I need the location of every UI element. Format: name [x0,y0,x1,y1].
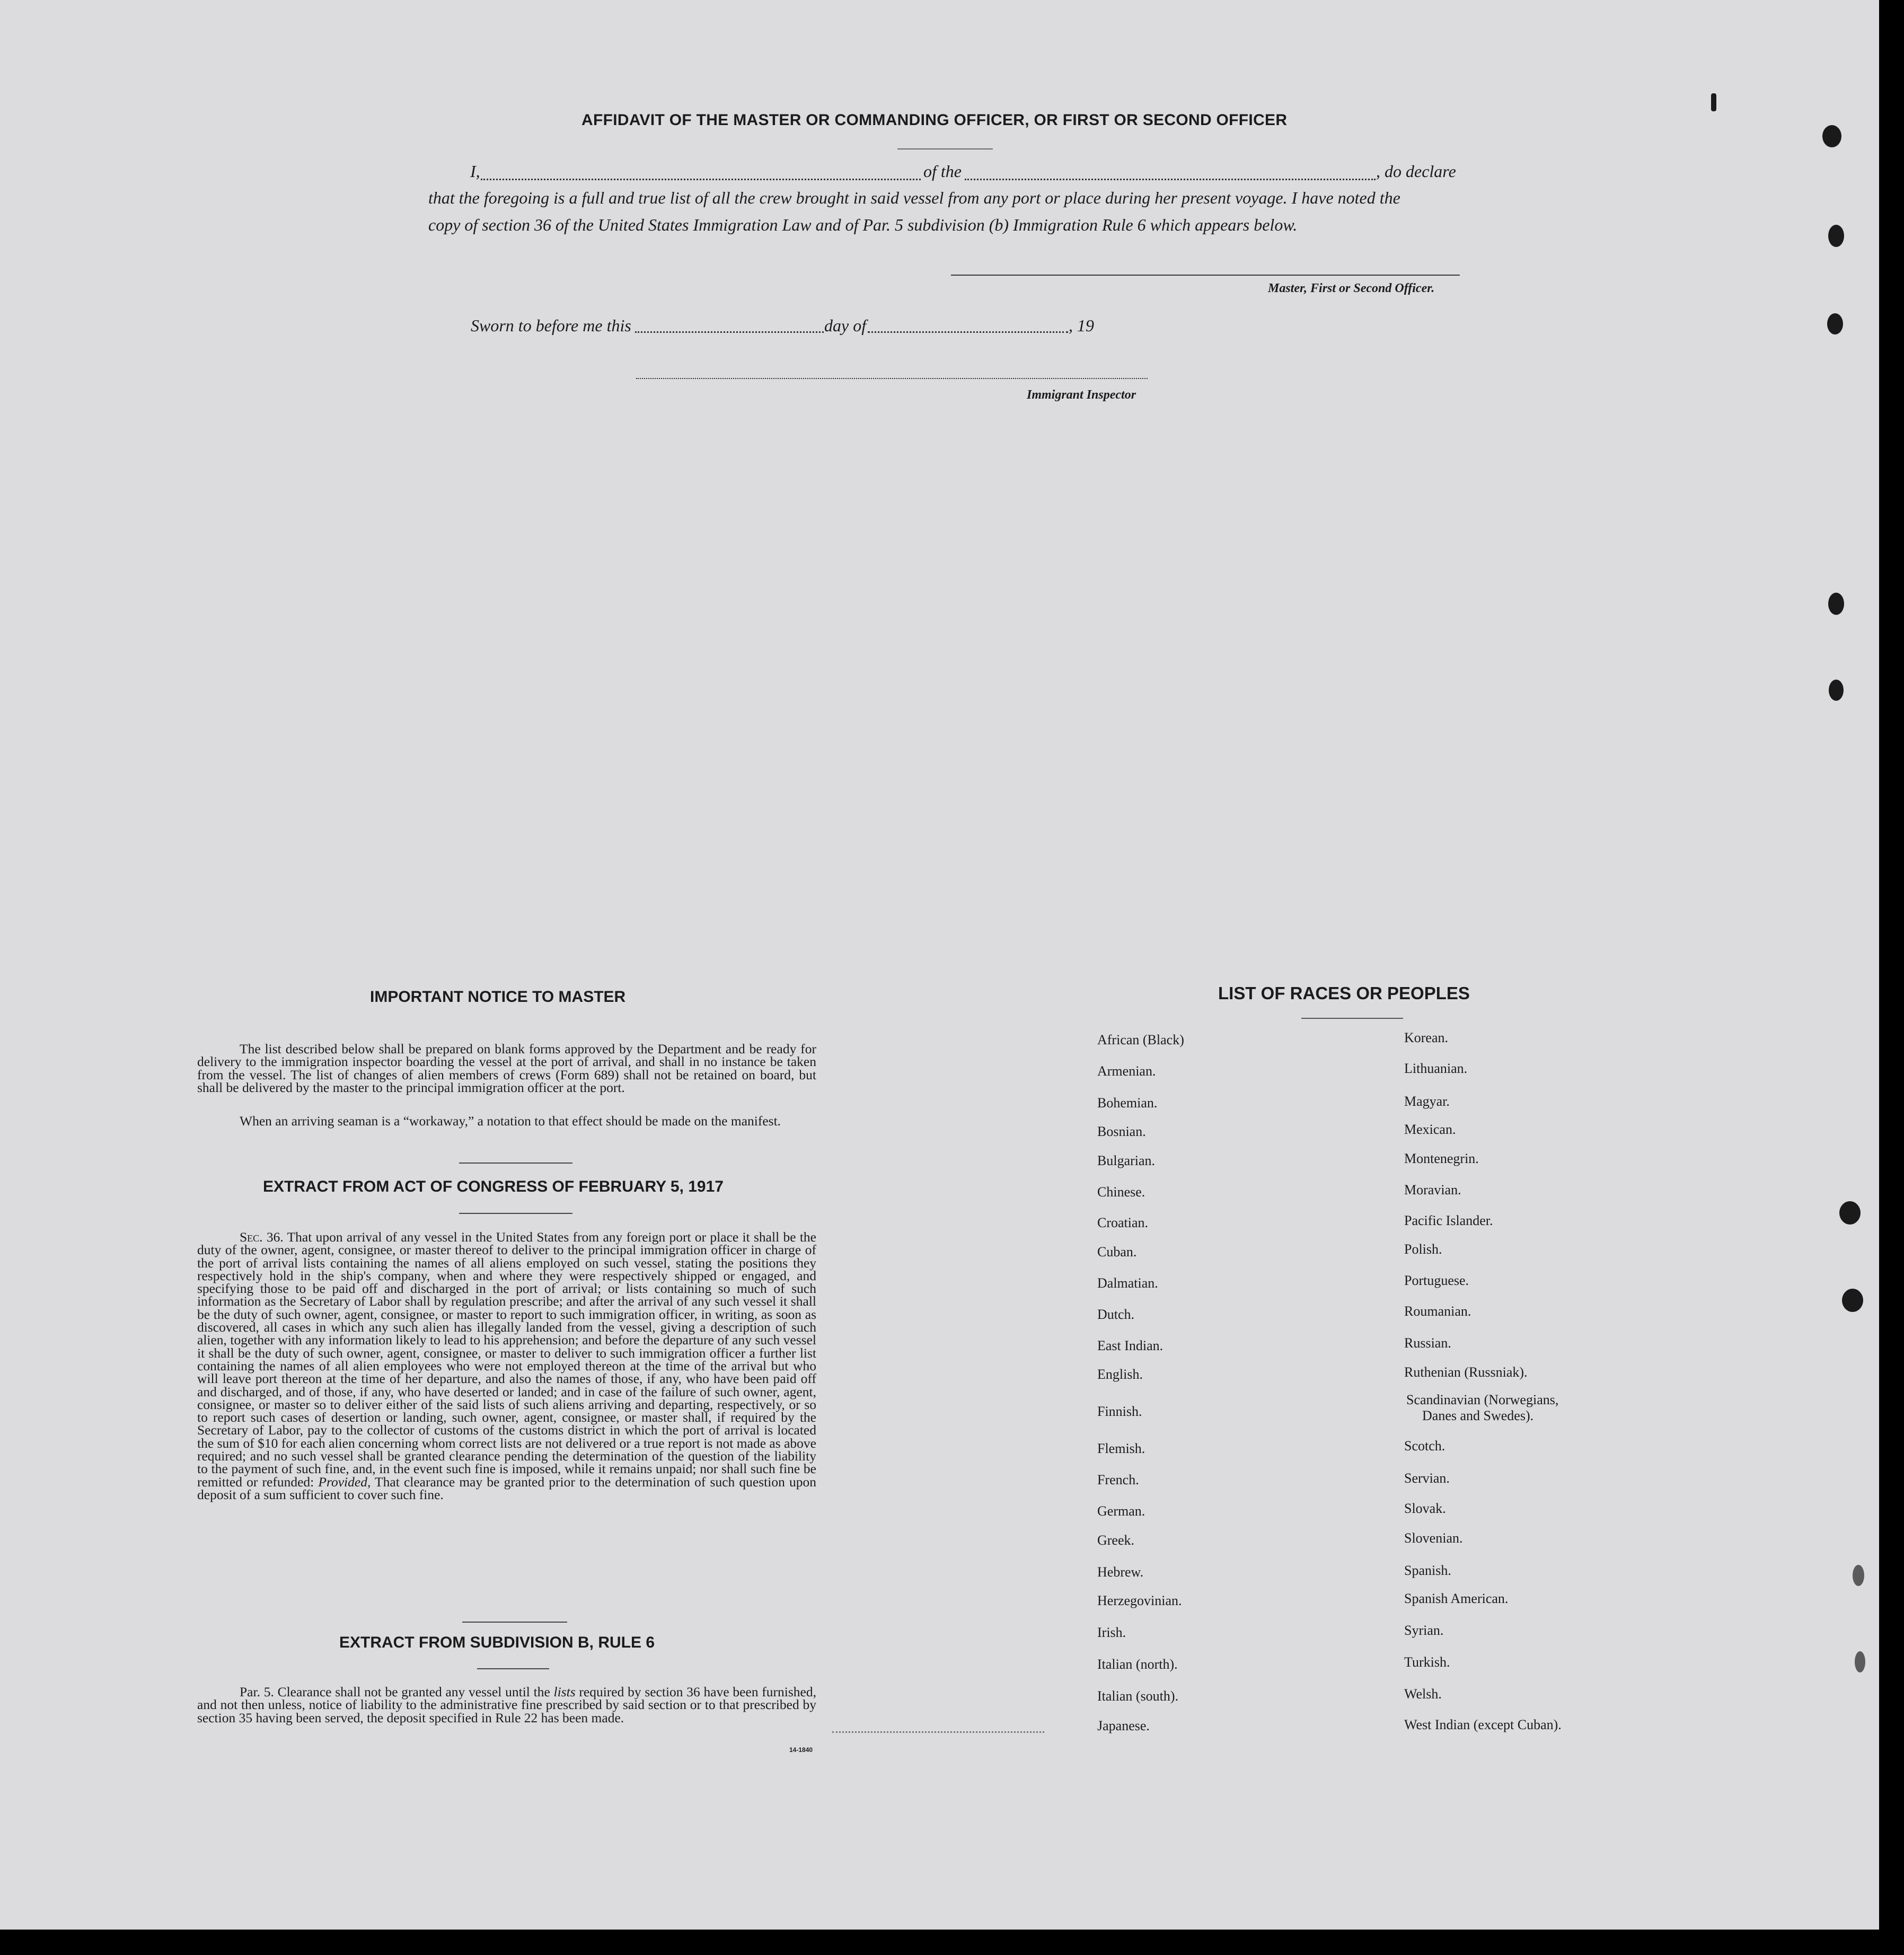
sworn-month-field [868,331,1068,333]
notice-paragraph: The list described below shall be prepared on blank forms approved by the Department and be ready for delivery to the immigration inspector boarding the vessel at the port of arrival, and shall in no instance be taken from the vessel. The list of changes of alien members of crews (Form 689) shall not be retained on board, but shall be delivered by the master to the principal immigration officer at the port. [197,1041,816,1095]
race-item: East Indian. [1097,1338,1163,1353]
race-item: Irish. [1097,1625,1126,1640]
rule-extract-title: EXTRACT FROM SUBDIVISION B, RULE 6 [339,1634,655,1651]
race-item: Pacific Islander. [1404,1213,1493,1228]
officer-signature-line [951,275,1460,276]
rule-paragraph: Par. 5. Clearance shall not be granted any vessel until the lists required by section 36 have been furnished, and not then unless, notice of liability to the administrative fine prescribed by said section or to that prescribed by section 35 having been served, the deposit specified in Rule 22 has been made. [197,1684,816,1725]
race-item: Montenegrin. [1404,1151,1479,1166]
binder-hole [1828,225,1844,247]
officer-signature-caption: Master, First or Second Officer. [1268,281,1435,295]
race-item: Armenian. [1097,1063,1156,1079]
race-item: Scandinavian (Norwegians, [1406,1392,1559,1407]
race-item: Portuguese. [1404,1273,1469,1288]
race-item: Turkish. [1404,1654,1450,1670]
binder-hole [1842,1289,1863,1312]
race-item: Japanese. [1097,1718,1150,1733]
race-item: Greek. [1097,1533,1135,1548]
section-divider [477,1668,549,1669]
race-item: Bohemian. [1097,1095,1158,1111]
race-item: Syrian. [1404,1623,1444,1638]
race-item: Flemish. [1097,1441,1145,1456]
do-declare-label: , do declare [1376,162,1456,181]
race-item: Ruthenian (Russniak). [1404,1364,1528,1380]
race-item: Slovak. [1404,1501,1446,1516]
race-item: Slovenian. [1404,1530,1463,1546]
binder-hole [1853,1565,1864,1586]
races-title: LIST OF RACES OR PEOPLES [1218,983,1470,1003]
inspector-signature-line [636,378,1148,379]
ink-mark [1711,93,1716,111]
race-item: Dutch. [1097,1307,1135,1322]
race-item: Italian (south). [1097,1688,1179,1704]
sworn-label: Sworn to before me this [471,316,631,335]
notice-title: IMPORTANT NOTICE TO MASTER [370,988,626,1006]
form-number: 14-1840 [789,1746,813,1754]
race-item: Croatian. [1097,1215,1149,1230]
affidavit-title: AFFIDAVIT OF THE MASTER OR COMMANDING OFFICER, OR FIRST OR SECOND OFFICER [581,111,1288,129]
notice-paragraph: When an arriving seaman is a “workaway,” a notation to that effect should be made on the manifest. [240,1113,781,1129]
race-item: West Indian (except Cuban). [1404,1717,1562,1732]
race-item: Polish. [1404,1241,1442,1257]
sworn-day-field [635,331,824,333]
race-item: Finnish. [1097,1404,1142,1419]
race-item: Mexican. [1404,1122,1456,1137]
race-item: Roumanian. [1404,1304,1471,1319]
act-extract-title: EXTRACT FROM ACT OF CONGRESS OF FEBRUARY 5, 1917 [263,1178,724,1195]
race-item: Herzegovinian. [1097,1593,1182,1608]
act-section-36-text: Sec. 36. That upon arrival of any vessel in the United States from any foreign port or place it shall be the duty of the owner, agent, consignee, or master thereof to deliver to the principal immigration officer in charge of the port of arrival lists containing the names of all aliens employed on such vessel, stating the positions they respectively hold in the ship's company, when and where they were respectively shipped or engaged, and specifying those to be paid off and discharged in the port of arrival; or lists containing so much of such information as the Secretary of Labor shall by regulation prescribe; and after the arrival of any such vessel it shall be the duty of such owner, agent, consignee, or master to report to such immigration officer, in writing, as soon as discovered, all cases in which any such alien has illegally landed from the vessel, giving a description of such alien, together with any information likely to lead to his apprehension; and before the departure of any such vessel it shall be the duty of such owner, agent, consignee, or master to deliver to such immigration officer a further list containing the names of all alien employees who were not employed thereon at the time of the arrival but who will leave port thereon at the time of her departure, and also the names of those, if any, who have been paid off and discharged, and of those, if any, who have deserted or landed; and in case of the failure of such owner, agent, consignee, or master so to deliver either of the said lists of such aliens arriving and departing, respectively, or so to report such cases of desertion or landing, such owner, agent, consignee, or master shall, if required by the Secretary of Labor, pay to the collector of customs of the customs district in which the port of arrival is located the sum of $10 for each alien concerning whom correct lists are not delivered or a true report is not made as above required; and no such vessel shall be granted clearance pending the determination of the question of the liability to the payment of such fine, and, in the event such fine is imposed, while it remains unpaid; nor shall such fine be remitted or refunded: Provided, That clearance may be granted prior to the determination of such question upon deposit of a sum sufficient to cover such fine. [197,1229,817,1502]
declaration-line: that the foregoing is a full and true list of all the crew brought in said vessel from any port or place during her present voyage. I have noted the [428,188,1400,207]
race-item: Magyar. [1404,1094,1450,1109]
vessel-of-label: of the [923,162,962,181]
race-item: Korean. [1404,1030,1449,1045]
binder-hole [1827,313,1843,334]
declarant-name-field [481,179,921,180]
race-item: English. [1097,1367,1143,1382]
race-item: Dalmatian. [1097,1275,1158,1291]
year-label: , 19 [1069,316,1094,335]
inspector-caption: Immigrant Inspector [1027,388,1136,402]
race-item: Spanish American. [1404,1591,1509,1606]
binder-hole [1855,1651,1865,1672]
section-divider [462,1622,567,1623]
binder-hole [1829,680,1844,701]
race-item: Hebrew. [1097,1564,1144,1580]
declaration-line: copy of section 36 of the United States Immigration Law and of Par. 5 subdivision (b) Immigration Rule 6 which appears below. [428,215,1298,234]
dotted-leader [832,1731,1044,1733]
race-item: French. [1097,1472,1139,1487]
vessel-name-field [965,179,1376,180]
race-item: Scotch. [1404,1438,1445,1454]
race-item: Servian. [1404,1470,1450,1486]
race-item: Moravian. [1404,1182,1461,1197]
section-divider [459,1213,572,1214]
binder-hole [1839,1201,1861,1225]
race-item: African (Black) [1097,1032,1184,1047]
binder-hole [1828,593,1844,615]
race-item: Bosnian. [1097,1124,1146,1139]
race-item: German. [1097,1503,1145,1519]
binder-hole [1822,125,1841,147]
race-item: Italian (north). [1097,1657,1178,1672]
race-item: Russian. [1404,1335,1451,1351]
declarant-label: I, [470,162,480,181]
race-item: Danes and Swedes). [1422,1408,1534,1423]
title-underline [897,148,993,149]
section-divider [459,1163,572,1164]
race-item: Chinese. [1097,1184,1145,1200]
race-item: Spanish. [1404,1563,1451,1578]
race-item: Lithuanian. [1404,1061,1468,1076]
race-item: Cuban. [1097,1244,1137,1260]
races-title-underline [1301,1018,1403,1019]
race-item: Bulgarian. [1097,1153,1156,1168]
day-of-label: day of [824,316,867,335]
race-item: Welsh. [1404,1686,1442,1702]
